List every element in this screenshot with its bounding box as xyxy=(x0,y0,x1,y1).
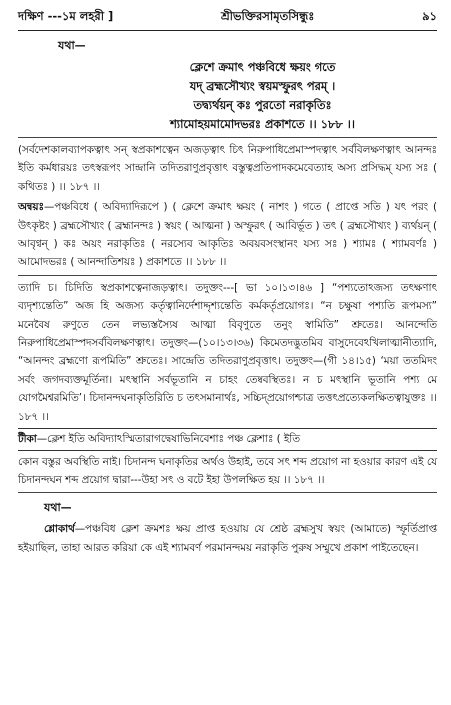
header-rule xyxy=(18,30,437,31)
bengali-paragraph: কোন বস্তুর অবস্থিতি নাই। চিদানন্দ ঘনাকৃতির অর্থও উহাই, তবে সৎ শব্দ প্রয়োগ না হওয়ার কারণ এই যে চিদানন্দঘন শব্দ প্রয়োগ দ্বারা---উহা সৎ ও বটে ইহা উপলক্ষিত হয় ।। ১৮৭ ।। xyxy=(18,455,437,486)
verse-block xyxy=(18,58,437,134)
header-title: শ্রীভক্তিরসামৃতসিন্ধুঃ xyxy=(220,9,315,23)
verse-line: তদ্ব্যর্থয়ন্ কঃ পুরতো নরাকৃতিঃ xyxy=(193,98,332,112)
header-left: দক্ষিণ ---১ম লহরী ] xyxy=(18,9,114,23)
divider xyxy=(18,492,437,493)
page-number: ৯১ xyxy=(422,9,437,23)
verse-line: ক্লেশে ক্রমাৎ পঞ্চবিধে ক্ষয়ং গতে xyxy=(189,60,336,74)
shlokartha-paragraph xyxy=(18,520,437,557)
tika-label: টীকা xyxy=(18,433,37,446)
anvaya-text: —পঞ্চবিধে ( অবিদ্যাদিরূপে ) ( ক্লেশে ক্রমাৎ ক্ষয়ং ( নাশং ) গতে ( প্রাপ্তে সতি ) যৎ পরং ( উৎকৃষ্টং ) ব্রহ্মসৌখ্যং ( ব্রহ্মানন্দঃ ) স্বয়ং ( আত্মনা ) অস্ফুরৎ ( আবির্ভূত ) তৎ ( ব্রহ্মসৌখ্যং ) ব্যর্থয়ন্ ( আবৃণ্বন্ ) কঃ অয়ং নরাকৃতিঃ ( নরস্যেব আকৃতিঃ অবয়বসংস্থানং যস্য সঃ ) শ্যামঃ ( শ্যামবর্ণঃ ) আমোদভরঃ ( আনন্দাতিশয়ঃ ) প্রকাশতে ।। ১৮৮ ।। xyxy=(18,201,437,269)
verse-label: যথা— xyxy=(58,39,86,52)
commentary-paragraph: ত্যাদি চ। চিদিতি স্বপ্রকাশত্বেনাজড়ত্বাৎ। তদুক্তং---[ ভা ১০।১৩।৪৬ ] “পশ্যতোঽজস্য তৎক্ষণাৎ ব্যদৃশ্যন্তেতি” অজ হি অজস্য কর্তৃত্বানির্দেশাদ্দৃশ্যন্তেতি কর্মকর্তৃপ্রয়োগঃ। “ন চক্ষুষা পশ্যতি রূপমস্য” মনেবৈষ রুণুতে তেন লভ্যস্তস্যৈষ আত্মা বিবৃণুতে তনুং স্বামিতি” শ্রুতেঃ। আনন্দেতি নিরুপাধিপ্রেমাস্পদসর্ববিলক্ষণত্বাৎ। তদুক্তং—(১০।১৩।৩৬) কিমেতদদ্ভুতমিব বাসুদেবেঽখিলাত্মানীত্যাদি, “আনন্দং ব্রহ্মণো রূপমিতি” শ্রুতেঃ। সান্দ্রেতি তদিতরাণুপ্রবৃত্তাৎ। তদুক্তং—(গী ১৪।১৫) ‘ময়া ততমিদং সর্বং জগদব্যক্তমূর্তিনা। মৎস্থানি সর্বভূতানি ন চাহং তেষ্ববস্থিতঃ। ন চ মৎস্থানি ভূতানি পশ্য মে যোগমৈশ্বরমিতি’। চিদানন্দঘনাকৃতিরিতি চ তৎসমানার্থঃ, সচ্চিদ্প্রয়োগশ্চাত্র তত্তৎপ্রত্যেকলক্ষিতত্বাযুক্তঃ ।। ১৮৭ ।। xyxy=(18,281,437,423)
divider xyxy=(18,275,437,276)
anvaya-paragraph xyxy=(18,198,437,272)
yatha-label: যথা— xyxy=(44,501,72,515)
tika-paragraph xyxy=(18,428,437,450)
divider xyxy=(18,137,437,138)
shlokartha-label: শ্লোকার্থ xyxy=(44,523,75,536)
shlokartha-text: —পঞ্চবিধ ক্লেশ ক্রমশঃ ক্ষয় প্রাপ্ত হওয়ায় যে শ্রেষ্ঠ ব্রহ্মসুখ স্বয়ং (আমাতে) স্ফূর্তিপ্রাপ্ত হইয়াছিল, তাহা আরত করিয়া কে এই শ্যামবর্ণ পরমানন্দময় নরাকৃতি পুরুষ সম্মুখে প্রকাশ পাইতেছেন। xyxy=(18,523,437,554)
verse-line: যদ্ ব্রহ্মসৌখ্যং স্বয়মস্ফুরৎ পরম্ । xyxy=(189,79,336,93)
verse-line: শ্যামোহয়মামোদভরঃ প্রকাশতে ।। ১৮৮ ।। xyxy=(170,117,355,131)
page-header xyxy=(18,8,437,30)
anvaya-label: অন্বয়ঃ xyxy=(18,201,44,214)
tika-text: —ক্লেশ ইতি অবিদ্যাঽস্মিতারাগদ্বেষাভিনিবেশাঃ পঞ্চ ক্লেশাঃ ( ইতি xyxy=(36,433,300,446)
commentary-paragraph: (সর্বদেশকালব্যাপকত্বাৎ সন্ স্বপ্রকাশত্বেন অজড়ত্বাৎ চিৎ নিরুপাধিপ্রেমাস্পদত্বাৎ সর্ববিলক্ষণত্বাৎ আনন্দঃ ইতি কর্মধারয়ঃ তৎস্বরূপং সান্দ্রানি তদিতরাণুপ্রবৃত্তাৎ বস্তুত্বপ্রতিপাদকমেবেত্যাহ অস্য প্রসিদ্ধম্ যস্য সঃ ( কথিতঃ ) ।। ১৮৭ ।। xyxy=(18,144,437,193)
